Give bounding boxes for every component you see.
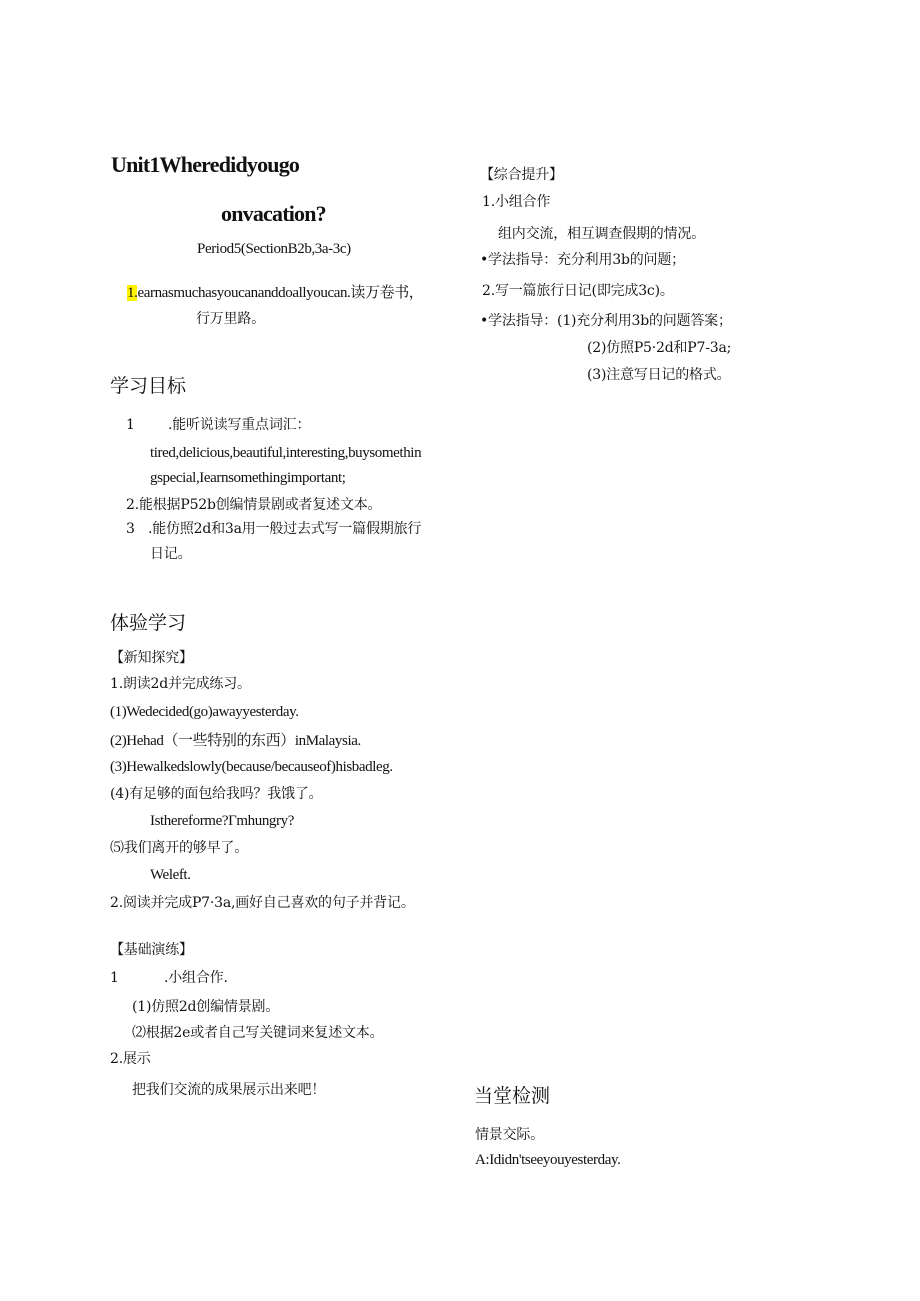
goal-1-number: 1	[126, 417, 135, 433]
exercise-2: 2.阅读并完成P7·3a,画好自己喜欢的句子并背记。	[110, 895, 415, 911]
practice-1-2: ⑵根据2e或者自己写关键词来复述文本。	[132, 1025, 384, 1041]
title-line-1: Unit1Wheredidyougo	[111, 152, 300, 177]
comprehensive-2-tip-2: (2)仿照P5·2d和P7-3a;	[587, 340, 732, 356]
motto-line-2: 行万里路。	[196, 311, 265, 327]
experience-heading: 体验学习	[110, 612, 187, 634]
goal-1-words-b: gspecial,Iearnsomethingimportant;	[150, 470, 346, 486]
exercise-1-4-english: Isthereforme?Γmhungry?	[150, 813, 294, 829]
comprehensive-2-tip-3: (3)注意写日记的格式。	[587, 367, 731, 383]
comprehensive-2-tip: •学法指导：(1)充分利用3b的问题答案；	[480, 313, 732, 329]
comprehensive-1-tip: •学法指导：充分利用3b的问题；	[480, 252, 685, 268]
practice-2: 2.展示	[110, 1051, 151, 1067]
comprehensive-1: 1.小组合作	[482, 194, 551, 210]
basic-practice-subheading: 【基础演练】	[110, 942, 193, 958]
check-line-1: 情景交际。	[475, 1127, 544, 1143]
title-line-2: onvacation?	[221, 201, 326, 226]
exercise-1: 1.朗读2d并完成练习。	[110, 676, 251, 692]
goal-3-text-b: 日记。	[150, 546, 192, 562]
motto-line-1	[127, 284, 423, 302]
check-heading: 当堂检测	[474, 1085, 551, 1107]
check-line-2: A:Ididn'tseeyouyesterday.	[475, 1152, 621, 1168]
motto-highlight-mark: 1.	[127, 285, 138, 301]
goals-heading: 学习目标	[110, 375, 187, 397]
goal-1-words-a: tired,delicious,beautiful,interesting,buysomethin	[150, 445, 422, 461]
goal-3-text: .能仿照2d和3a用一般过去式写一篇假期旅行	[148, 521, 422, 537]
exercise-1-3: (3)Hewalkedslowly(because/becauseof)hisbadleg.	[110, 759, 393, 775]
goal-2: 2.能根据P52b创编情景剧或者复述文本。	[126, 497, 382, 513]
goal-1-text: .能听说读写重点词汇：	[168, 417, 311, 433]
exercise-1-5-english: Weleft.	[150, 867, 191, 883]
exercise-1-4: (4)有足够的面包给我吗？我饿了。	[110, 786, 323, 802]
comprehensive-heading: 【综合提升】	[480, 167, 563, 183]
period-label: Period5(SectionB2b,3a-3c)	[197, 241, 351, 257]
comprehensive-1-text: 组内交流，相互调查假期的情况。	[498, 226, 705, 242]
motto-text: earnasmuchasyoucananddoallyoucan.读万卷书，	[137, 285, 424, 301]
goal-3-number: 3	[126, 521, 135, 537]
new-knowledge-subheading: 【新知探究】	[110, 650, 193, 666]
practice-1-text: .小组合作.	[164, 970, 228, 986]
comprehensive-2: 2.写一篇旅行日记(即完成3c)。	[482, 283, 674, 299]
exercise-1-1: (1)Wedecided(go)awayyesterday.	[110, 704, 299, 720]
exercise-1-2: (2)Hehad（一些特别的东西）inMalaysia.	[110, 733, 361, 749]
practice-1-number: 1	[110, 970, 119, 986]
exercise-1-5: ⑸我们离开的够早了。	[110, 840, 248, 856]
practice-1-1: (1)仿照2d创编情景剧。	[132, 999, 280, 1015]
practice-2-text: 把我们交流的成果展示出来吧！	[132, 1082, 326, 1098]
